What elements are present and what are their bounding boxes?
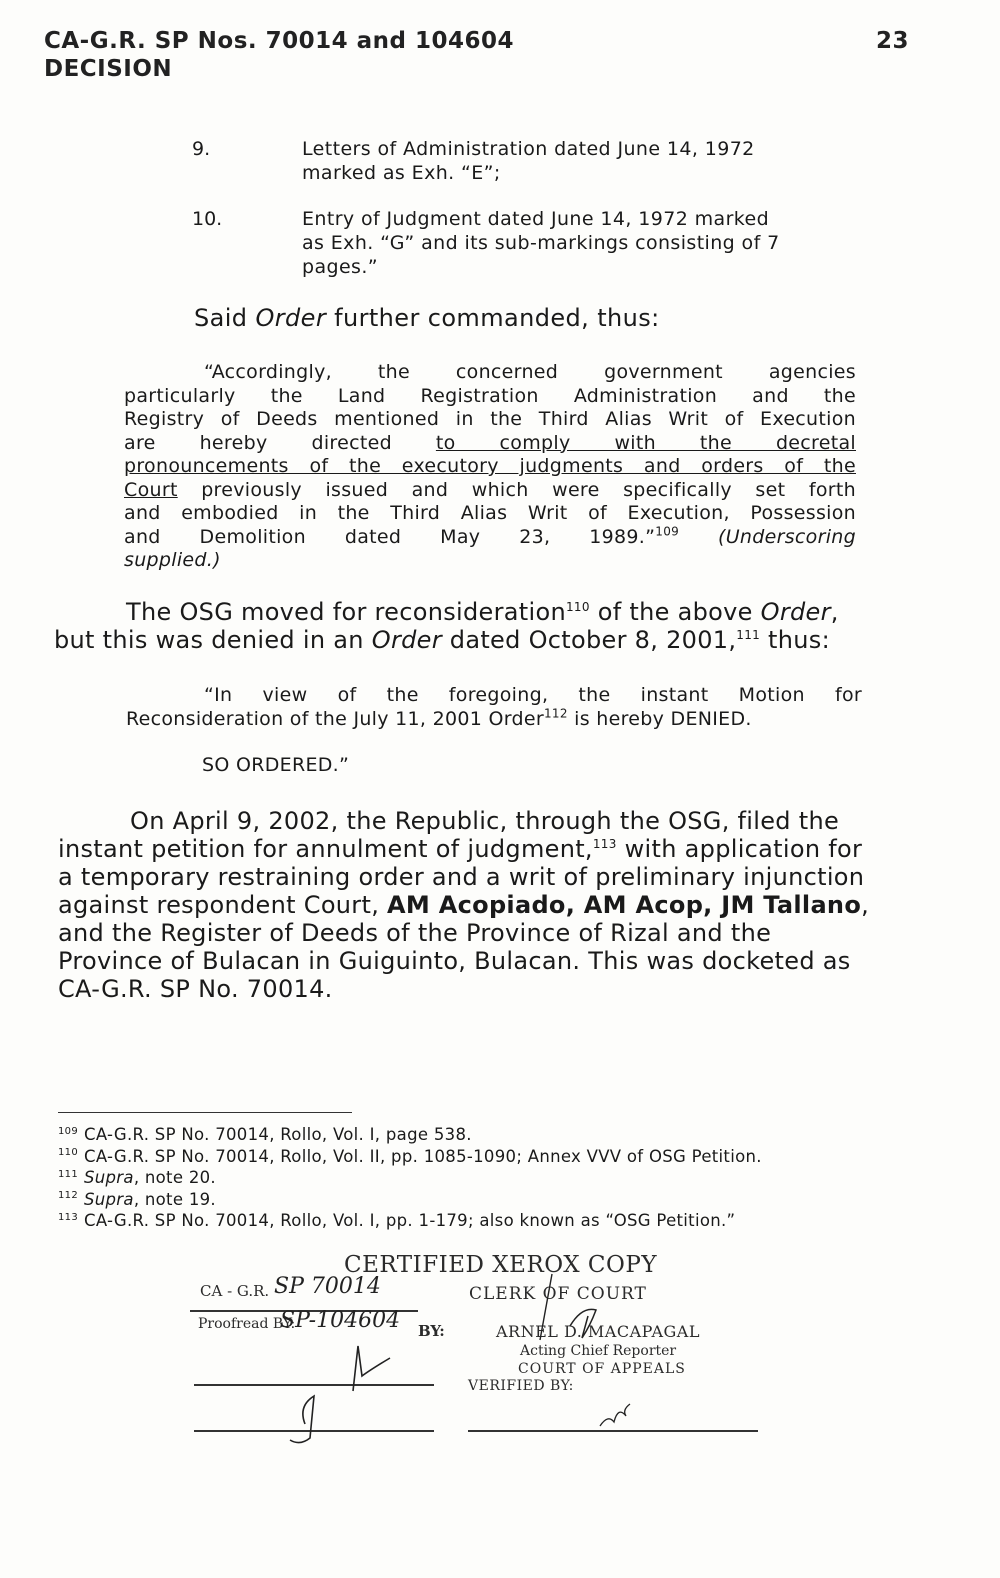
footnote-number: 111 xyxy=(58,1168,78,1180)
certified-copy-stamp xyxy=(190,1246,750,1446)
stamp-officer-title: Acting Chief Reporter xyxy=(520,1343,677,1359)
handwritten-signatures xyxy=(190,1246,750,1446)
quote-line xyxy=(126,708,862,732)
quote-line: Registry of Deeds mentioned in the Third Alias Writ of Execution xyxy=(124,408,856,430)
footnote-number: 113 xyxy=(58,1211,78,1223)
text: CA-G.R. SP No. 70014, Rollo, Vol. I, pp. 1-179; also known as “OSG Petition.” xyxy=(84,1211,736,1230)
signature-mark xyxy=(353,1346,390,1391)
text-italic: Supra xyxy=(84,1189,134,1209)
text-bold: AM Acopiado, AM Acop, JM Tallano xyxy=(387,891,862,919)
list-item-line: Letters of Administration dated June 14, 1972 xyxy=(302,138,755,160)
text: CA-G.R. SP No. 70014, Rollo, Vol. I, page 538. xyxy=(84,1125,472,1144)
page-number: 23 xyxy=(876,28,910,54)
list-item xyxy=(302,137,862,185)
footnotes xyxy=(58,1124,958,1232)
footnote-separator xyxy=(58,1112,352,1113)
footnote-number: 112 xyxy=(58,1190,78,1201)
paragraph-line xyxy=(54,598,934,626)
document-type-header: DECISION xyxy=(44,56,173,82)
text: and Demolition dated May 23, 1989.” xyxy=(124,525,656,548)
text: dated October 8, 2001, xyxy=(441,626,737,654)
quote-line xyxy=(124,479,856,503)
underlined-text: pronouncements of the executory judgments and orders of the xyxy=(124,455,856,477)
footnote-number: 110 xyxy=(58,1147,78,1158)
footnote-number: 109 xyxy=(58,1125,78,1137)
list-item xyxy=(302,207,862,279)
footnote-ref: 109 xyxy=(655,524,680,539)
underlined-text: to comply with the decretal xyxy=(435,431,856,454)
text: but this was denied in an xyxy=(54,626,372,654)
signature-mark xyxy=(290,1396,314,1443)
underlined-text: Court xyxy=(124,478,178,501)
text-italic: (Underscoring xyxy=(718,525,856,548)
paragraph-line: and the Register of Deeds of the Province of Rizal and the xyxy=(58,919,772,947)
footnote xyxy=(58,1189,958,1211)
signature-mark xyxy=(600,1404,630,1426)
so-ordered: SO ORDERED.” xyxy=(202,754,350,776)
list-item-line: Entry of Judgment dated June 14, 1972 marked xyxy=(302,208,770,230)
text: Said xyxy=(194,304,256,332)
footnote-ref: 111 xyxy=(736,628,761,642)
footnote xyxy=(58,1124,958,1146)
footnote xyxy=(58,1167,958,1189)
text-italic: Order xyxy=(371,626,442,654)
text: , xyxy=(861,891,870,919)
quote-line xyxy=(124,432,856,456)
text: , note 19. xyxy=(133,1189,216,1209)
text-italic: supplied.) xyxy=(124,549,221,571)
quote-line: particularly the Land Registration Administration and the xyxy=(124,384,856,407)
text: of the above xyxy=(589,598,761,626)
handwritten-case-number: SP 70014 xyxy=(274,1274,381,1299)
text: instant petition for annulment of judgment, xyxy=(58,835,593,863)
text-italic: Supra xyxy=(84,1168,134,1187)
text: Reconsideration of the July 11, 2001 Order xyxy=(126,707,544,730)
footnote xyxy=(58,1146,958,1168)
quote-line xyxy=(124,549,856,573)
paragraph-line: On April 9, 2002, the Republic, through the OSG, filed the xyxy=(130,807,840,835)
quote-line: “Accordingly, the concerned government agencies xyxy=(204,361,856,383)
text: thus: xyxy=(760,626,830,654)
block-quote-accordingly xyxy=(124,361,856,573)
quote-line: and embodied in the Third Alias Writ of Execution, Possession xyxy=(124,502,856,524)
list-item-line: pages.” xyxy=(302,256,379,278)
stamp-ca-gr-label: CA - G.R. xyxy=(200,1282,270,1300)
handwritten-case-number: SP-104604 xyxy=(280,1308,401,1333)
quote-line: “In view of the foregoing, the instant Motion for xyxy=(204,684,862,706)
text-italic: Order xyxy=(760,598,831,626)
paragraph-april-9 xyxy=(58,807,938,1003)
signature-mark xyxy=(540,1274,552,1340)
paragraph-line xyxy=(54,626,934,654)
text: against respondent Court, xyxy=(58,891,388,919)
stamp-by-label: BY: xyxy=(418,1322,445,1340)
footnote-ref: 112 xyxy=(544,706,568,721)
text: with application for xyxy=(616,835,863,863)
stamp-officer-name: ARNEL D. MACAPAGAL xyxy=(496,1322,700,1341)
text: The OSG moved for reconsideration xyxy=(126,598,566,626)
stamp-clerk-of-court: CLERK OF COURT xyxy=(469,1284,647,1304)
paragraph-line xyxy=(58,835,938,863)
text: , note 20. xyxy=(133,1168,216,1187)
signature-mark xyxy=(570,1309,596,1338)
text: CA-G.R. SP No. 70014, Rollo, Vol. II, pp. 1085-1090; Annex VVV of OSG Petition. xyxy=(84,1146,762,1166)
paragraph-line: Province of Bulacan in Guiguinto, Bulacan. This was docketed as xyxy=(58,947,851,975)
paragraph-line xyxy=(58,891,938,919)
stamp-court-name: COURT OF APPEALS xyxy=(518,1361,686,1377)
text: are hereby directed xyxy=(124,431,436,454)
footnote-ref: 110 xyxy=(565,600,590,614)
list-item-number: 9. xyxy=(192,138,211,160)
text: previously issued and which were specifically set forth xyxy=(177,478,856,501)
paragraph-line: CA-G.R. SP No. 70014. xyxy=(58,975,333,1003)
text: further commanded, thus: xyxy=(326,304,660,332)
list-item-line: marked as Exh. “E”; xyxy=(302,162,501,184)
paragraph-said-order xyxy=(194,304,660,332)
text: , xyxy=(830,598,839,626)
text: is hereby DENIED. xyxy=(567,707,752,730)
block-quote-in-view xyxy=(126,684,862,731)
text-italic: Order xyxy=(255,304,327,332)
stamp-title: CERTIFIED XEROX COPY xyxy=(344,1252,658,1278)
stamp-verified-label: VERIFIED BY: xyxy=(468,1378,574,1394)
list-item-line: as Exh. “G” and its sub-markings consisting of 7 xyxy=(302,232,780,254)
paragraph-osg-moved xyxy=(54,598,934,654)
quote-line xyxy=(124,526,856,550)
list-item-number: 10. xyxy=(192,208,223,230)
footnote-ref: 113 xyxy=(592,837,617,851)
paragraph-line: a temporary restraining order and a writ of preliminary injunction xyxy=(58,863,865,891)
stamp-proofread-label: Proofread BY: xyxy=(198,1316,296,1332)
case-number-header: CA-G.R. SP Nos. 70014 and 104604 xyxy=(44,28,515,54)
footnote xyxy=(58,1210,958,1232)
